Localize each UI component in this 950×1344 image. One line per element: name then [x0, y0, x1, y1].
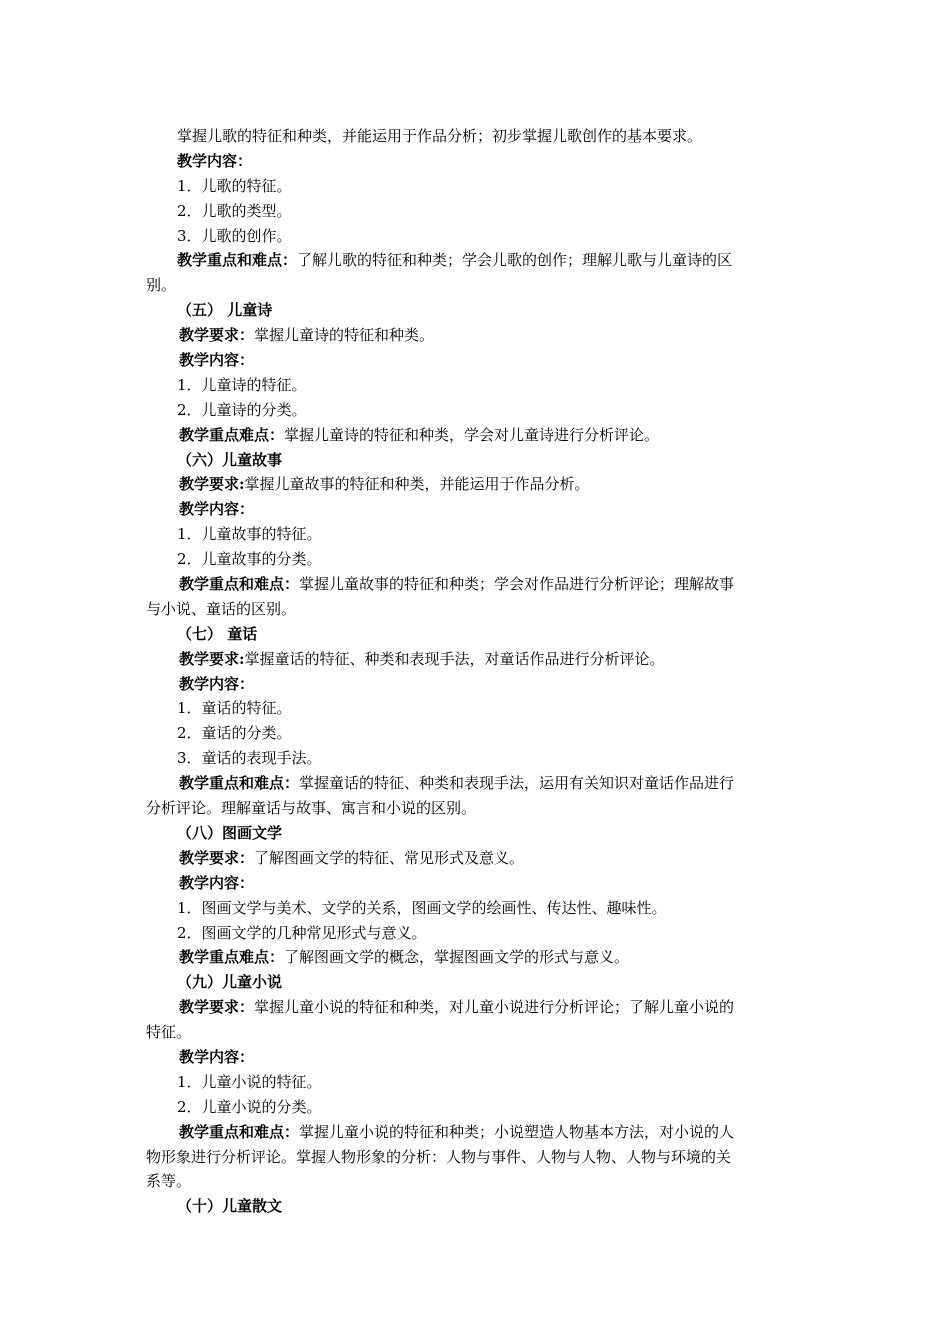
- list-item: 1．童话的特征。: [177, 699, 292, 718]
- requirements-continued: 特征。: [146, 1023, 192, 1042]
- requirements: 教学要求：掌握儿童小说的特征和种类，对儿童小说进行分析评论；了解儿童小说的: [179, 998, 735, 1017]
- list-item: 2．儿童诗的分类。: [177, 400, 307, 419]
- requirements: 教学要求：掌握儿童诗的特征和种类。: [179, 326, 435, 345]
- key-points-continued: 物形象进行分析评论。掌握人物形象的分析：人物与事件、人物与人物、人物与环境的关: [146, 1147, 732, 1166]
- list-item: 1．儿童诗的特征。: [177, 375, 307, 394]
- key-points: 教学重点和难点：掌握儿童故事的特征和种类；学会对作品进行分析评论；理解故事: [179, 575, 735, 594]
- list-item: 1．儿童故事的特征。: [177, 525, 322, 544]
- section-label: 教学内容：: [177, 151, 253, 170]
- list-item: 2．图画文学的几种常见形式与意义。: [177, 923, 427, 942]
- requirements: 教学要求：了解图画文学的特征、常见形式及意义。: [179, 848, 525, 867]
- section-heading: （七） 童话: [177, 624, 258, 643]
- key-points-continued: 分析评论。理解童话与故事、寓言和小说的区别。: [146, 799, 477, 818]
- list-item: 1．儿歌的特征。: [177, 176, 292, 195]
- section-label: 教学内容：: [179, 873, 255, 892]
- key-points-continued: 系等。: [146, 1172, 192, 1191]
- requirements: 教学要求:掌握儿童故事的特征和种类，并能运用于作品分析。: [179, 475, 590, 494]
- key-points: 教学重点难点：了解图画文学的概念，掌握图画文学的形式与意义。: [179, 948, 630, 967]
- section-heading: （九）儿童小说: [177, 973, 283, 992]
- requirements: 教学要求:掌握童话的特征、种类和表现手法，对童话作品进行分析评论。: [179, 649, 665, 668]
- list-item: 2．儿童小说的分类。: [177, 1097, 322, 1116]
- section-heading: （六）儿童故事: [177, 450, 283, 469]
- paragraph: 掌握儿歌的特征和种类，并能运用于作品分析；初步掌握儿歌创作的基本要求。: [177, 127, 703, 145]
- list-item: 2．童话的分类。: [177, 724, 292, 743]
- key-points: 教学重点和难点：掌握儿童小说的特征和种类；小说塑造人物基本方法，对小说的人: [179, 1122, 735, 1141]
- section-heading: （十）儿童散文: [177, 1197, 283, 1216]
- section-label: 教学内容：: [179, 500, 255, 519]
- list-item: 1．儿童小说的特征。: [177, 1072, 322, 1091]
- section-label: 教学内容：: [179, 1047, 255, 1066]
- key-points: 教学重点和难点：掌握童话的特征、种类和表现手法，运用有关知识对童话作品进行: [179, 774, 735, 793]
- list-item: 3．儿歌的创作。: [177, 226, 292, 245]
- list-item: 2．儿歌的类型。: [177, 201, 292, 220]
- key-points-continued: 与小说、童话的区别。: [146, 599, 297, 618]
- list-item: 3．童话的表现手法。: [177, 749, 322, 768]
- list-item: 1．图画文学与美术、文学的关系，图画文学的绘画性、传达性、趣味性。: [177, 898, 667, 917]
- key-points: 教学重点难点：掌握儿童诗的特征和种类，学会对儿童诗进行分析评论。: [179, 425, 660, 444]
- key-points-continued: 别。: [146, 276, 177, 295]
- section-heading: （五） 儿童诗: [177, 301, 273, 320]
- key-points: 教学重点和难点：了解儿歌的特征和种类；学会儿歌的创作；理解儿歌与儿童诗的区: [177, 251, 733, 270]
- section-heading: （八）图画文学: [177, 823, 283, 842]
- document-page: [146, 124, 811, 1219]
- section-label: 教学内容：: [179, 674, 255, 693]
- list-item: 2．儿童故事的分类。: [177, 550, 322, 569]
- section-label: 教学内容：: [179, 351, 255, 370]
